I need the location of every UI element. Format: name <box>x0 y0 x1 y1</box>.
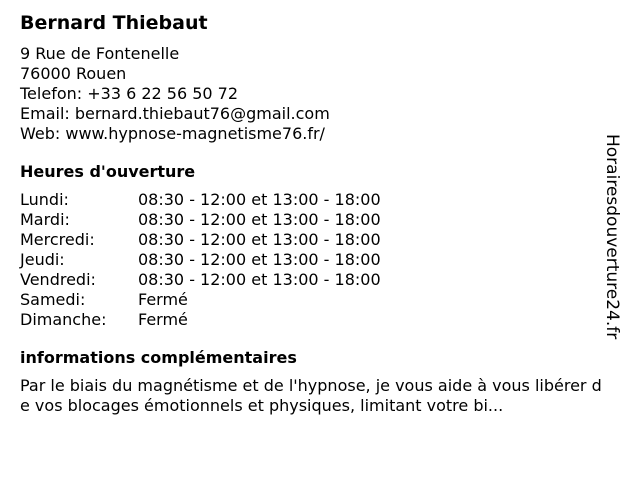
phone-line: Telefon: +33 6 22 56 50 72 <box>20 84 239 103</box>
hours-row-friday <box>20 270 610 290</box>
hours-row-saturday <box>20 290 610 310</box>
hours-row-monday <box>20 190 610 210</box>
business-name: Bernard Thiebaut <box>20 12 208 34</box>
hours-table <box>20 190 610 330</box>
web-line: Web: www.hypnose-magnetisme76.fr/ <box>20 124 325 143</box>
day-times: Fermé <box>138 290 188 309</box>
business-card <box>20 10 610 416</box>
day-times: 08:30 - 12:00 et 13:00 - 18:00 <box>138 230 381 249</box>
info-heading: informations complémentaires <box>20 348 297 367</box>
day-times: 08:30 - 12:00 et 13:00 - 18:00 <box>138 190 381 209</box>
hours-row-tuesday <box>20 210 610 230</box>
day-times: 08:30 - 12:00 et 13:00 - 18:00 <box>138 250 381 269</box>
day-times: Fermé <box>138 310 188 329</box>
email-line: Email: bernard.thiebaut76@gmail.com <box>20 104 330 123</box>
hours-row-thursday <box>20 250 610 270</box>
day-label: Mercredi: <box>20 230 95 249</box>
watermark-text: Horairesdouverture24.fr <box>602 134 622 340</box>
address-street: 9 Rue de Fontenelle <box>20 44 180 63</box>
hours-row-wednesday <box>20 230 610 250</box>
info-description: Par le biais du magnétisme et de l'hypnose, je vous aide à vous libérer de vos blocages émotionnels et physiques, limitant votre bi... <box>20 376 602 415</box>
address-city: 76000 Rouen <box>20 64 127 83</box>
hours-heading: Heures d'ouverture <box>20 162 196 181</box>
day-times: 08:30 - 12:00 et 13:00 - 18:00 <box>138 270 381 289</box>
day-label: Lundi: <box>20 190 69 209</box>
day-label: Samedi: <box>20 290 86 309</box>
day-times: 08:30 - 12:00 et 13:00 - 18:00 <box>138 210 381 229</box>
day-label: Jeudi: <box>20 250 65 269</box>
day-label: Dimanche: <box>20 310 107 329</box>
hours-row-sunday <box>20 310 610 330</box>
day-label: Mardi: <box>20 210 70 229</box>
day-label: Vendredi: <box>20 270 96 289</box>
